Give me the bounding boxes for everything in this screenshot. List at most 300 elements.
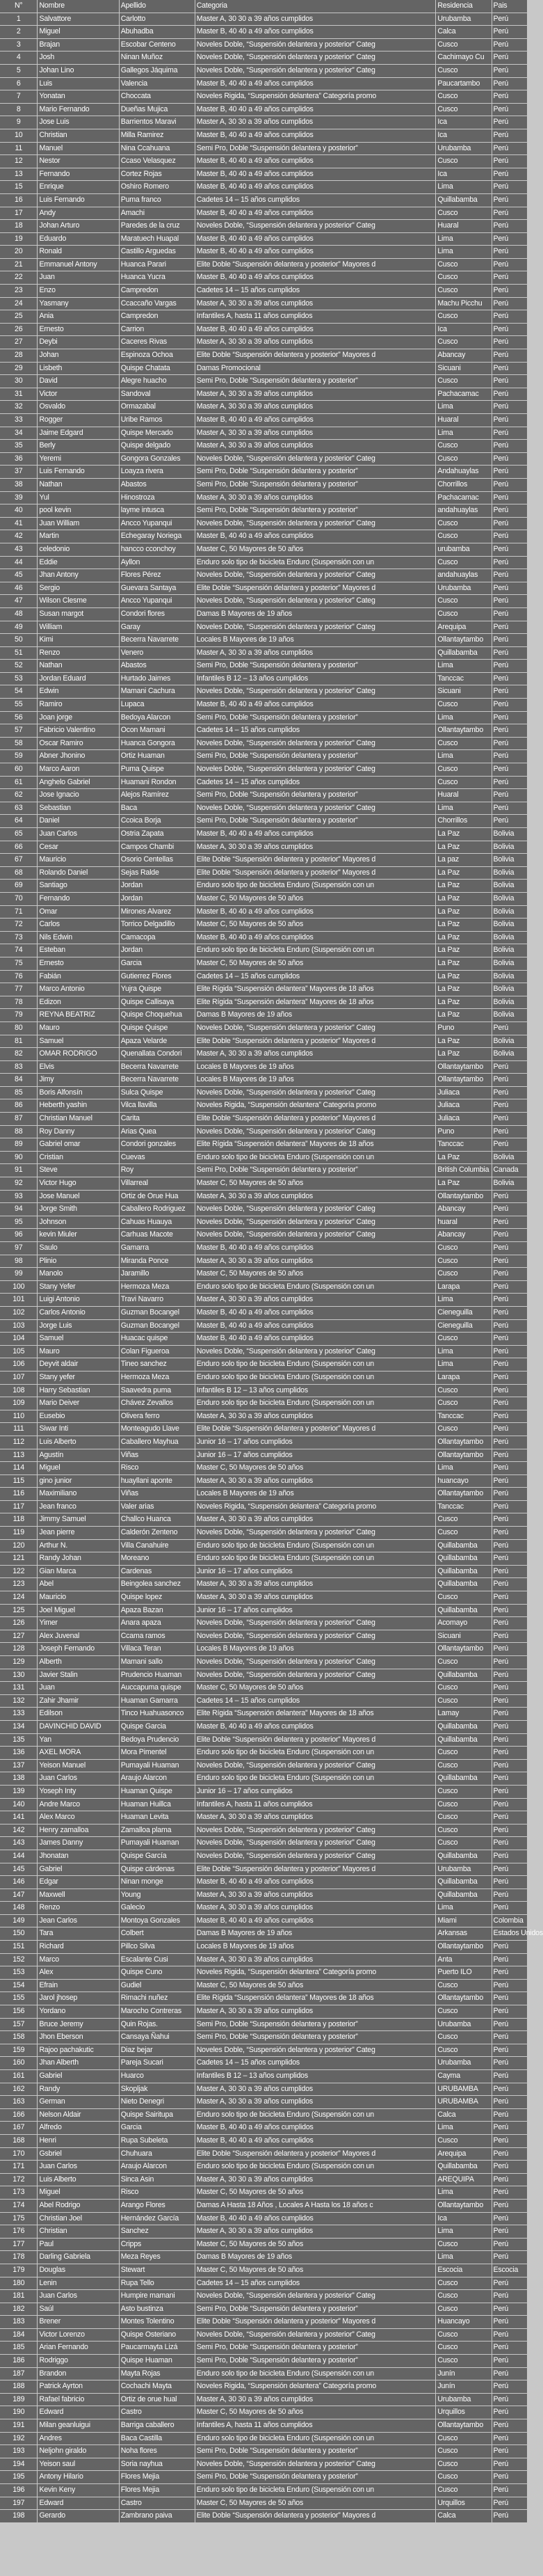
- cell-residencia[interactable]: Arequipa: [436, 621, 491, 634]
- cell-pais[interactable]: Perú: [492, 2019, 527, 2031]
- cell-residencia[interactable]: Cusco: [436, 738, 491, 750]
- cell-residencia[interactable]: Tanccac: [436, 1501, 491, 1513]
- cell-categoria[interactable]: Junior 16 – 17 años cumplidos: [195, 1449, 436, 1462]
- cell-categoria[interactable]: Noveles Rigida, “Suspensión delantera” Categoría promo: [195, 1966, 436, 1979]
- cell-number[interactable]: 85: [0, 1087, 37, 1099]
- cell-number[interactable]: 90: [0, 1152, 37, 1164]
- cell-pais[interactable]: Perú: [492, 2419, 527, 2432]
- cell-number[interactable]: 28: [0, 349, 37, 362]
- cell-pais[interactable]: Perú: [492, 181, 527, 193]
- cell-number[interactable]: 75: [0, 957, 37, 970]
- cell-pais[interactable]: Perú: [492, 1578, 527, 1591]
- cell-residencia[interactable]: Huancayo: [436, 2316, 491, 2328]
- cell-nombre[interactable]: Johnson: [38, 1216, 118, 1229]
- cell-residencia[interactable]: Urubamba: [436, 2394, 491, 2406]
- cell-apellido[interactable]: Tineo sanchez: [120, 1358, 195, 1371]
- cell-pais[interactable]: Perú: [492, 298, 527, 310]
- cell-categoria[interactable]: Noveles Doble, “Suspensión delantera y posterior” Categ: [195, 763, 436, 776]
- cell-number[interactable]: 154: [0, 1980, 37, 1992]
- cell-number[interactable]: 47: [0, 595, 37, 607]
- cell-categoria[interactable]: Elite Doble “Suspensión delantera y posterior” Mayores d: [195, 1035, 436, 1048]
- cell-residencia[interactable]: Calca: [436, 2510, 491, 2522]
- cell-residencia[interactable]: Cieneguilla: [436, 1307, 491, 1319]
- cell-apellido[interactable]: Ccoica Borja: [120, 815, 195, 827]
- cell-nombre[interactable]: Victor Hugo: [38, 1177, 118, 1190]
- cell-number[interactable]: 105: [0, 1346, 37, 1358]
- cell-categoria[interactable]: Semi Pro, Doble “Suspensión delantera y posterior”: [195, 2471, 436, 2483]
- cell-apellido[interactable]: Mayta Rojas: [120, 2368, 195, 2380]
- cell-apellido[interactable]: Oshiro Romero: [120, 181, 195, 193]
- cell-categoria[interactable]: Enduro solo tipo de bicicleta Enduro (Suspensión con un: [195, 1358, 436, 1371]
- cell-residencia[interactable]: Urubamba: [436, 1863, 491, 1876]
- cell-categoria[interactable]: Master A, 30 30 a 39 años cumplidos: [195, 1513, 436, 1526]
- cell-residencia[interactable]: URUBAMBA: [436, 2096, 491, 2108]
- cell-apellido[interactable]: Baca: [120, 802, 195, 815]
- cell-categoria[interactable]: Noveles Doble, “Suspensión delantera y posterior” Categ: [195, 1087, 436, 1099]
- cell-categoria[interactable]: Locales B Mayores de 19 años: [195, 1061, 436, 1074]
- cell-number[interactable]: 181: [0, 2290, 37, 2303]
- cell-categoria[interactable]: Master A, 30 30 a 39 años cumplidos: [195, 2096, 436, 2108]
- cell-number[interactable]: 187: [0, 2368, 37, 2380]
- cell-apellido[interactable]: Quispe Callisaya: [120, 996, 195, 1009]
- cell-residencia[interactable]: Cusco: [436, 2458, 491, 2471]
- cell-categoria[interactable]: Enduro solo tipo de bicicleta Enduro (Suspensión con un: [195, 880, 436, 892]
- cell-apellido[interactable]: Roy: [120, 1164, 195, 1177]
- cell-pais[interactable]: Perú: [492, 2458, 527, 2471]
- cell-pais[interactable]: Perú: [492, 1126, 527, 1138]
- cell-categoria[interactable]: Elite Rígida “Suspensión delantera” Mayores de 18 años: [195, 1708, 436, 1720]
- cell-number[interactable]: 12: [0, 155, 37, 168]
- cell-nombre[interactable]: Harry Sebastian: [38, 1385, 118, 1397]
- cell-categoria[interactable]: Semi Pro, Doble “Suspensión delantera y posterior”: [195, 1164, 436, 1177]
- cell-nombre[interactable]: celedonio: [38, 543, 118, 556]
- cell-number[interactable]: 193: [0, 2445, 37, 2458]
- cell-nombre[interactable]: Fernando: [38, 168, 118, 181]
- cell-residencia[interactable]: Lima: [436, 181, 491, 193]
- cell-residencia[interactable]: Paucartambo: [436, 78, 491, 90]
- cell-apellido[interactable]: Becerra Navarrete: [120, 634, 195, 646]
- cell-number[interactable]: 150: [0, 1927, 37, 1940]
- cell-number[interactable]: 73: [0, 932, 37, 944]
- cell-categoria[interactable]: Elite Doble “Suspensión delantera y posterior” Mayores d: [195, 2316, 436, 2328]
- cell-nombre[interactable]: Johan Lino: [38, 65, 118, 77]
- cell-apellido[interactable]: Quispe Chatata: [120, 363, 195, 375]
- cell-number[interactable]: 42: [0, 530, 37, 543]
- cell-nombre[interactable]: Christian: [38, 129, 118, 142]
- cell-pais[interactable]: Perú: [492, 259, 527, 271]
- cell-pais[interactable]: Bolivia: [492, 1048, 527, 1060]
- cell-pais[interactable]: Bolivia: [492, 971, 527, 983]
- cell-apellido[interactable]: Huamani Rondon: [120, 777, 195, 789]
- cell-apellido[interactable]: Ninan monge: [120, 1876, 195, 1889]
- cell-residencia[interactable]: Ollantaytambo: [436, 1436, 491, 1449]
- cell-nombre[interactable]: Alberth: [38, 1656, 118, 1669]
- cell-categoria[interactable]: Noveles Doble, “Suspensión delantera y posterior” Categ: [195, 2329, 436, 2342]
- cell-nombre[interactable]: Gabriel omar: [38, 1138, 118, 1151]
- cell-categoria[interactable]: Noveles Doble, “Suspensión delantera y posterior” Categ: [195, 1617, 436, 1630]
- cell-number[interactable]: 180: [0, 2277, 37, 2290]
- cell-nombre[interactable]: Javier Stalin: [38, 1669, 118, 1682]
- cell-residencia[interactable]: Lamay: [436, 1708, 491, 1720]
- cell-apellido[interactable]: Huaman Quispe: [120, 1786, 195, 1798]
- cell-residencia[interactable]: Calca: [436, 2109, 491, 2122]
- cell-number[interactable]: 110: [0, 1410, 37, 1423]
- cell-nombre[interactable]: Paul: [38, 2239, 118, 2251]
- cell-number[interactable]: 109: [0, 1397, 37, 1410]
- cell-residencia[interactable]: Chorrillos: [436, 815, 491, 827]
- cell-categoria[interactable]: Elite Doble “Suspensión delantera y posterior” Mayores d: [195, 867, 436, 880]
- cell-number[interactable]: 60: [0, 763, 37, 776]
- cell-nombre[interactable]: Jose Ignacio: [38, 789, 118, 802]
- cell-apellido[interactable]: Cortez Rojas: [120, 168, 195, 181]
- cell-nombre[interactable]: Sergio: [38, 582, 118, 595]
- cell-number[interactable]: 78: [0, 996, 37, 1009]
- cell-pais[interactable]: Perú: [492, 1255, 527, 1268]
- cell-categoria[interactable]: Cadetes 14 – 15 años cumplidos: [195, 2277, 436, 2290]
- cell-apellido[interactable]: Ccama ramos: [120, 1630, 195, 1643]
- cell-categoria[interactable]: Enduro solo tipo de bicicleta Enduro (Suspensión con un: [195, 1397, 436, 1410]
- cell-pais[interactable]: Perú: [492, 504, 527, 517]
- cell-apellido[interactable]: hancco cconchoy: [120, 543, 195, 556]
- cell-residencia[interactable]: Ollantaytambo: [436, 1061, 491, 1074]
- cell-number[interactable]: 161: [0, 2070, 37, 2083]
- cell-nombre[interactable]: Carlos: [38, 919, 118, 931]
- cell-apellido[interactable]: Huaman Gamarra: [120, 1695, 195, 1708]
- cell-categoria[interactable]: Noveles Rigida, “Suspensión delantera” Categoría promo: [195, 90, 436, 103]
- cell-categoria[interactable]: Semi Pro, Doble “Suspensión delantera y posterior”: [195, 2445, 436, 2458]
- cell-nombre[interactable]: Rafael fabricio: [38, 2394, 118, 2406]
- cell-residencia[interactable]: Tanccac: [436, 673, 491, 685]
- cell-number[interactable]: 160: [0, 2057, 37, 2069]
- cell-categoria[interactable]: Master A, 30 30 a 39 años cumplidos: [195, 401, 436, 413]
- cell-apellido[interactable]: Pumayali Huaman: [120, 1837, 195, 1850]
- cell-pais[interactable]: Perú: [492, 1294, 527, 1306]
- cell-number[interactable]: 62: [0, 789, 37, 802]
- cell-nombre[interactable]: Andre Marco: [38, 1799, 118, 1811]
- cell-pais[interactable]: Perú: [492, 595, 527, 607]
- cell-nombre[interactable]: Renzo: [38, 1902, 118, 1914]
- cell-categoria[interactable]: Master B, 40 40 a 49 años cumplidos: [195, 78, 436, 90]
- cell-residencia[interactable]: British Columbia: [436, 1164, 491, 1177]
- cell-categoria[interactable]: Junior 16 – 17 años cumplidos: [195, 1605, 436, 1617]
- cell-residencia[interactable]: Cusco: [436, 1811, 491, 1824]
- cell-apellido[interactable]: Camacopa: [120, 932, 195, 944]
- cell-residencia[interactable]: Cusco: [436, 608, 491, 621]
- cell-residencia[interactable]: Ollantaytambo: [436, 724, 491, 737]
- cell-residencia[interactable]: La Paz: [436, 983, 491, 996]
- cell-number[interactable]: 29: [0, 363, 37, 375]
- cell-number[interactable]: 117: [0, 1501, 37, 1513]
- cell-residencia[interactable]: Cusco: [436, 1268, 491, 1280]
- cell-residencia[interactable]: La Paz: [436, 996, 491, 1009]
- cell-nombre[interactable]: Eddie: [38, 557, 118, 569]
- cell-number[interactable]: 81: [0, 1035, 37, 1048]
- cell-residencia[interactable]: Escocia: [436, 2264, 491, 2277]
- cell-residencia[interactable]: Lima: [436, 802, 491, 815]
- cell-apellido[interactable]: Beingolea sanchez: [120, 1578, 195, 1591]
- cell-apellido[interactable]: Huanca Gongora: [120, 738, 195, 750]
- cell-nombre[interactable]: Samuel: [38, 1333, 118, 1345]
- cell-apellido[interactable]: Flores Mejia: [120, 2484, 195, 2497]
- cell-apellido[interactable]: Quispe cárdenas: [120, 1863, 195, 1876]
- cell-nombre[interactable]: Kevin Keny: [38, 2484, 118, 2497]
- cell-residencia[interactable]: Cusco: [436, 310, 491, 323]
- cell-pais[interactable]: Perú: [492, 557, 527, 569]
- cell-pais[interactable]: Perú: [492, 2213, 527, 2225]
- cell-number[interactable]: 137: [0, 1760, 37, 1772]
- cell-nombre[interactable]: Edward: [38, 2406, 118, 2419]
- cell-pais[interactable]: Colombia: [492, 1915, 527, 1927]
- cell-number[interactable]: 120: [0, 1540, 37, 1552]
- cell-apellido[interactable]: Quispe Osteriano: [120, 2329, 195, 2342]
- cell-residencia[interactable]: URUBAMBA: [436, 2083, 491, 2096]
- cell-pais[interactable]: Perú: [492, 2135, 527, 2147]
- cell-nombre[interactable]: Roy Danny: [38, 1126, 118, 1138]
- cell-nombre[interactable]: Carlos Antonio: [38, 1307, 118, 1319]
- cell-pais[interactable]: Perú: [492, 518, 527, 530]
- cell-nombre[interactable]: Yeison Manuel: [38, 1760, 118, 1772]
- cell-number[interactable]: 145: [0, 1863, 37, 1876]
- cell-residencia[interactable]: AREQUIPA: [436, 2174, 491, 2186]
- cell-residencia[interactable]: Cusco: [436, 2239, 491, 2251]
- cell-residencia[interactable]: Lima: [436, 1294, 491, 1306]
- cell-nombre[interactable]: Heberth yashin: [38, 1099, 118, 1112]
- cell-categoria[interactable]: Noveles Doble, “Suspensión delantera y posterior” Categ: [195, 1824, 436, 1837]
- cell-pais[interactable]: Perú: [492, 2303, 527, 2316]
- cell-nombre[interactable]: Stany Yefer: [38, 1281, 118, 1294]
- cell-number[interactable]: 9: [0, 116, 37, 129]
- cell-residencia[interactable]: Quillabamba: [436, 1889, 491, 1902]
- cell-nombre[interactable]: Jean Carlos: [38, 1915, 118, 1927]
- cell-residencia[interactable]: Cusco: [436, 155, 491, 168]
- cell-pais[interactable]: Perú: [492, 129, 527, 142]
- cell-pais[interactable]: Perú: [492, 2394, 527, 2406]
- cell-number[interactable]: 86: [0, 1099, 37, 1112]
- cell-nombre[interactable]: Mario Fernando: [38, 104, 118, 116]
- cell-residencia[interactable]: Sicuani: [436, 1630, 491, 1643]
- cell-nombre[interactable]: Boris Alfonsín: [38, 1087, 118, 1099]
- cell-number[interactable]: 123: [0, 1578, 37, 1591]
- cell-apellido[interactable]: Uribe Ramos: [120, 414, 195, 427]
- cell-nombre[interactable]: Marco: [38, 1954, 118, 1966]
- cell-categoria[interactable]: Elite Rígida “Suspensión delantera” Mayores de 18 años: [195, 983, 436, 996]
- cell-nombre[interactable]: German: [38, 2096, 118, 2108]
- cell-apellido[interactable]: Anara apaza: [120, 1617, 195, 1630]
- cell-number[interactable]: 82: [0, 1048, 37, 1060]
- cell-residencia[interactable]: Abancay: [436, 1203, 491, 1216]
- cell-pais[interactable]: Perú: [492, 1099, 527, 1112]
- cell-nombre[interactable]: Juan: [38, 271, 118, 284]
- cell-number[interactable]: 72: [0, 919, 37, 931]
- cell-pais[interactable]: Perú: [492, 1203, 527, 1216]
- cell-nombre[interactable]: David: [38, 375, 118, 388]
- cell-number[interactable]: 136: [0, 1747, 37, 1759]
- cell-apellido[interactable]: Huaman Levita: [120, 1811, 195, 1824]
- cell-residencia[interactable]: Juliaca: [436, 1113, 491, 1125]
- cell-residencia[interactable]: Cusco: [436, 2433, 491, 2445]
- cell-nombre[interactable]: Gabriel: [38, 2070, 118, 2083]
- cell-pais[interactable]: Perú: [492, 440, 527, 452]
- cell-categoria[interactable]: Noveles Doble, “Suspensión delantera y posterior” Categ: [195, 65, 436, 77]
- cell-pais[interactable]: Perú: [492, 1527, 527, 1539]
- cell-number[interactable]: 7: [0, 90, 37, 103]
- cell-nombre[interactable]: Tara: [38, 1927, 118, 1940]
- cell-number[interactable]: 36: [0, 453, 37, 466]
- cell-categoria[interactable]: Master B, 40 40 a 49 años cumplidos: [195, 271, 436, 284]
- cell-pais[interactable]: Perú: [492, 324, 527, 336]
- cell-number[interactable]: 21: [0, 259, 37, 271]
- cell-residencia[interactable]: Cayma: [436, 2070, 491, 2083]
- cell-nombre[interactable]: Richard: [38, 1941, 118, 1953]
- cell-nombre[interactable]: Douglas: [38, 2264, 118, 2277]
- cell-nombre[interactable]: Deyvit aldair: [38, 1358, 118, 1371]
- cell-number[interactable]: 153: [0, 1966, 37, 1979]
- cell-categoria[interactable]: Cadetes 14 – 15 años cumplidos: [195, 1695, 436, 1708]
- cell-residencia[interactable]: La Paz: [436, 944, 491, 957]
- cell-categoria[interactable]: Master B, 40 40 a 49 años cumplidos: [195, 26, 436, 38]
- cell-residencia[interactable]: Ollantaytambo: [436, 1191, 491, 1203]
- cell-number[interactable]: 185: [0, 2342, 37, 2354]
- cell-apellido[interactable]: Quispe García: [120, 1850, 195, 1863]
- cell-residencia[interactable]: La Paz: [436, 1009, 491, 1021]
- cell-apellido[interactable]: Pillco Silva: [120, 1941, 195, 1953]
- cell-pais[interactable]: Perú: [492, 582, 527, 595]
- cell-categoria[interactable]: Semi Pro, Doble “Suspensión delantera y posterior”: [195, 2303, 436, 2316]
- cell-pais[interactable]: Perú: [492, 143, 527, 155]
- cell-nombre[interactable]: Arian Fernando: [38, 2342, 118, 2354]
- cell-pais[interactable]: Bolivia: [492, 1177, 527, 1190]
- cell-number[interactable]: 190: [0, 2406, 37, 2419]
- cell-categoria[interactable]: Master A, 30 30 a 39 años cumplidos: [195, 1294, 436, 1306]
- cell-apellido[interactable]: Caballero Mayhua: [120, 1436, 195, 1449]
- cell-nombre[interactable]: Kimi: [38, 634, 118, 646]
- cell-categoria[interactable]: Noveles Doble, “Suspensión delantera y posterior” Categ: [195, 1022, 436, 1035]
- cell-apellido[interactable]: Hernández García: [120, 2213, 195, 2225]
- cell-apellido[interactable]: Gutierrez Flores: [120, 971, 195, 983]
- cell-number[interactable]: 103: [0, 1320, 37, 1333]
- cell-residencia[interactable]: Quillabamba: [436, 1566, 491, 1578]
- cell-apellido[interactable]: Maratuech Huapal: [120, 233, 195, 246]
- cell-number[interactable]: 55: [0, 699, 37, 711]
- cell-pais[interactable]: Perú: [492, 1320, 527, 1333]
- cell-residencia[interactable]: Cusco: [436, 763, 491, 776]
- cell-residencia[interactable]: Cusco: [436, 557, 491, 569]
- cell-apellido[interactable]: Dueñas Mujica: [120, 104, 195, 116]
- cell-pais[interactable]: Perú: [492, 2368, 527, 2380]
- cell-residencia[interactable]: Lima: [436, 2251, 491, 2264]
- cell-nombre[interactable]: REYNA BEATRIZ: [38, 1009, 118, 1021]
- cell-categoria[interactable]: Elite Rígida “Suspensión delantera” Mayores de 18 años: [195, 1138, 436, 1151]
- cell-apellido[interactable]: Chávez Zevallos: [120, 1397, 195, 1410]
- cell-residencia[interactable]: Cusco: [436, 2355, 491, 2367]
- cell-pais[interactable]: Perú: [492, 1242, 527, 1255]
- cell-nombre[interactable]: Edizon: [38, 996, 118, 1009]
- cell-pais[interactable]: Bolivia: [492, 893, 527, 905]
- cell-nombre[interactable]: Omar: [38, 906, 118, 919]
- cell-apellido[interactable]: Jordan: [120, 944, 195, 957]
- cell-nombre[interactable]: William: [38, 621, 118, 634]
- cell-categoria[interactable]: Master A, 30 30 a 39 años cumplidos: [195, 2083, 436, 2096]
- cell-residencia[interactable]: Cachimayo Cu: [436, 51, 491, 64]
- cell-residencia[interactable]: Larapa: [436, 1281, 491, 1294]
- cell-categoria[interactable]: Master B, 40 40 a 49 años cumplidos: [195, 207, 436, 220]
- cell-residencia[interactable]: Machu Picchu: [436, 298, 491, 310]
- cell-apellido[interactable]: Valencia: [120, 78, 195, 90]
- cell-residencia[interactable]: Cusco: [436, 1242, 491, 1255]
- cell-apellido[interactable]: Condori flores: [120, 608, 195, 621]
- cell-residencia[interactable]: La Paz: [436, 919, 491, 931]
- cell-number[interactable]: 19: [0, 233, 37, 246]
- cell-categoria[interactable]: Master B, 40 40 a 49 años cumplidos: [195, 129, 436, 142]
- cell-pais[interactable]: Perú: [492, 1734, 527, 1747]
- cell-nombre[interactable]: Nathan: [38, 660, 118, 672]
- cell-categoria[interactable]: Master C, 50 Mayores de 50 años: [195, 1268, 436, 1280]
- cell-number[interactable]: 23: [0, 285, 37, 297]
- cell-number[interactable]: 114: [0, 1462, 37, 1474]
- cell-pais[interactable]: Perú: [492, 1850, 527, 1863]
- cell-number[interactable]: 148: [0, 1902, 37, 1914]
- cell-categoria[interactable]: Noveles Doble, “Suspensión delantera y posterior” Categ: [195, 738, 436, 750]
- cell-pais[interactable]: Perú: [492, 1747, 527, 1759]
- cell-nombre[interactable]: Fabián: [38, 971, 118, 983]
- cell-number[interactable]: 68: [0, 867, 37, 880]
- cell-categoria[interactable]: Semi Pro, Doble “Suspensión delantera y posterior”: [195, 2019, 436, 2031]
- cell-residencia[interactable]: Cieneguilla: [436, 1320, 491, 1333]
- cell-number[interactable]: 44: [0, 557, 37, 569]
- cell-number[interactable]: 18: [0, 220, 37, 232]
- cell-nombre[interactable]: Alfredo: [38, 2122, 118, 2134]
- cell-apellido[interactable]: Campredon: [120, 285, 195, 297]
- cell-number[interactable]: 20: [0, 246, 37, 258]
- cell-pais[interactable]: Perú: [492, 1358, 527, 1371]
- cell-pais[interactable]: Perú: [492, 2148, 527, 2161]
- cell-residencia[interactable]: Cusco: [436, 1980, 491, 1992]
- cell-categoria[interactable]: Semi Pro, Doble “Suspensión delantera y posterior”: [195, 2355, 436, 2367]
- cell-categoria[interactable]: Enduro solo tipo de bicicleta Enduro (Suspensión con un: [195, 1152, 436, 1164]
- cell-nombre[interactable]: Joan jorge: [38, 712, 118, 724]
- cell-residencia[interactable]: Ica: [436, 324, 491, 336]
- cell-pais[interactable]: Perú: [492, 388, 527, 401]
- cell-apellido[interactable]: Quispe delgado: [120, 440, 195, 452]
- cell-categoria[interactable]: Infantiles A, hasta 11 años cumplidos: [195, 310, 436, 323]
- cell-apellido[interactable]: Paucarmayta Lizá: [120, 2342, 195, 2354]
- cell-nombre[interactable]: Fabricio Valentino: [38, 724, 118, 737]
- cell-number[interactable]: 102: [0, 1307, 37, 1319]
- cell-categoria[interactable]: Master A, 30 30 a 39 años cumplidos: [195, 2005, 436, 2018]
- header-pais[interactable]: Pais: [492, 0, 527, 13]
- cell-apellido[interactable]: Moreano: [120, 1552, 195, 1565]
- cell-categoria[interactable]: Noveles Doble, “Suspensión delantera y posterior” Categ: [195, 51, 436, 64]
- cell-categoria[interactable]: Master B, 40 40 a 49 años cumplidos: [195, 1721, 436, 1733]
- cell-number[interactable]: 37: [0, 466, 37, 478]
- cell-number[interactable]: 125: [0, 1605, 37, 1617]
- cell-nombre[interactable]: Brajan: [38, 39, 118, 51]
- cell-number[interactable]: 99: [0, 1268, 37, 1280]
- cell-nombre[interactable]: Fernando: [38, 893, 118, 905]
- cell-residencia[interactable]: Ica: [436, 129, 491, 142]
- cell-categoria[interactable]: Noveles Doble, “Suspensión delantera y posterior” Categ: [195, 595, 436, 607]
- cell-categoria[interactable]: Damas B Mayores de 19 años: [195, 2251, 436, 2264]
- cell-number[interactable]: 30: [0, 375, 37, 388]
- cell-categoria[interactable]: Master B, 40 40 a 49 años cumplidos: [195, 2122, 436, 2134]
- cell-number[interactable]: 8: [0, 104, 37, 116]
- cell-pais[interactable]: Perú: [492, 310, 527, 323]
- cell-nombre[interactable]: Yonatan: [38, 90, 118, 103]
- cell-pais[interactable]: Perú: [492, 1268, 527, 1280]
- cell-pais[interactable]: Perú: [492, 1876, 527, 1889]
- cell-categoria[interactable]: Locales B Mayores de 19 años: [195, 1488, 436, 1500]
- cell-apellido[interactable]: Echegaray Noriega: [120, 530, 195, 543]
